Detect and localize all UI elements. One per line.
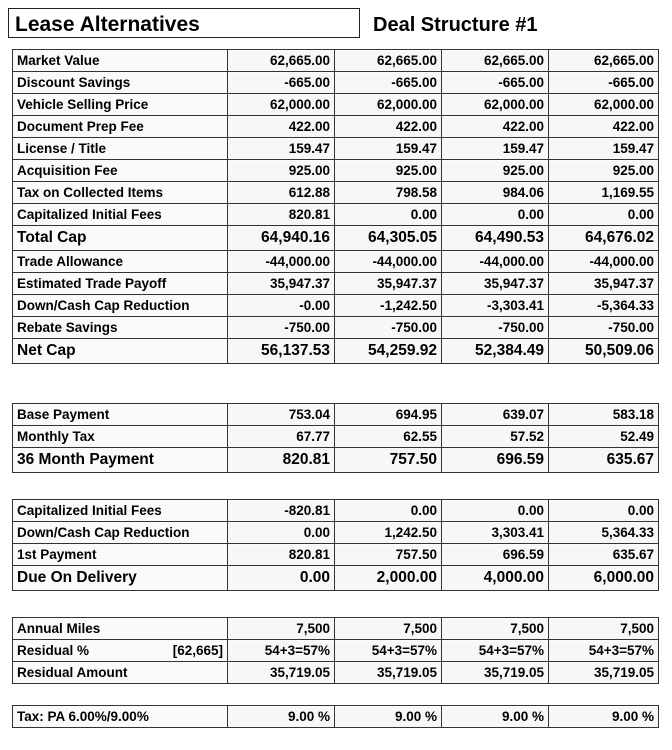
row-label-extra: [62,665] xyxy=(172,643,223,658)
row-label: 1st Payment xyxy=(13,544,228,566)
value-cell-col-2: 2,000.00 xyxy=(335,566,442,591)
row-label: Residual Amount xyxy=(13,662,228,684)
row-label xyxy=(13,640,228,662)
value-cell-col-3: 696.59 xyxy=(442,544,549,566)
value-cell-col-1: 67.77 xyxy=(228,426,335,448)
value-cell-col-1: 64,940.16 xyxy=(228,226,335,251)
value-cell-col-3: 0.00 xyxy=(442,500,549,522)
row-label: Down/Cash Cap Reduction xyxy=(13,295,228,317)
value-cell-col-2: 9.00 % xyxy=(335,706,442,728)
value-cell-col-3: 639.07 xyxy=(442,404,549,426)
value-cell-col-2: 62,665.00 xyxy=(335,50,442,72)
row-label: Down/Cash Cap Reduction xyxy=(13,522,228,544)
section-table-2 xyxy=(12,403,659,473)
value-cell-col-4: 50,509.06 xyxy=(549,339,659,364)
value-cell-col-2: 925.00 xyxy=(335,160,442,182)
row-label: Net Cap xyxy=(13,339,228,364)
value-cell-col-3: 3,303.41 xyxy=(442,522,549,544)
value-cell-col-4: -665.00 xyxy=(549,72,659,94)
value-cell-col-3: -44,000.00 xyxy=(442,251,549,273)
section-table-4 xyxy=(12,617,659,684)
value-cell-col-3: -750.00 xyxy=(442,317,549,339)
row-label: Document Prep Fee xyxy=(13,116,228,138)
table-row xyxy=(13,448,659,473)
value-cell-col-1: 35,947.37 xyxy=(228,273,335,295)
row-label: Discount Savings xyxy=(13,72,228,94)
table-row xyxy=(13,426,659,448)
value-cell-col-1: 753.04 xyxy=(228,404,335,426)
value-cell-col-2: 757.50 xyxy=(335,544,442,566)
table-row xyxy=(13,640,659,662)
value-cell-col-2: 1,242.50 xyxy=(335,522,442,544)
value-cell-col-1: 0.00 xyxy=(228,522,335,544)
value-cell-col-1: -750.00 xyxy=(228,317,335,339)
value-cell-col-4: 635.67 xyxy=(549,448,659,473)
value-cell-col-2: -1,242.50 xyxy=(335,295,442,317)
value-cell-col-1: 35,719.05 xyxy=(228,662,335,684)
table-row xyxy=(13,160,659,182)
value-cell-col-2: 757.50 xyxy=(335,448,442,473)
value-cell-col-2: 0.00 xyxy=(335,204,442,226)
row-label: Acquisition Fee xyxy=(13,160,228,182)
value-cell-col-2: 64,305.05 xyxy=(335,226,442,251)
value-cell-col-4: 35,947.37 xyxy=(549,273,659,295)
value-cell-col-3: -665.00 xyxy=(442,72,549,94)
value-cell-col-1: 56,137.53 xyxy=(228,339,335,364)
table-row xyxy=(13,618,659,640)
value-cell-col-4: 925.00 xyxy=(549,160,659,182)
value-cell-col-2: 159.47 xyxy=(335,138,442,160)
value-cell-col-1: 62,665.00 xyxy=(228,50,335,72)
section-table-3 xyxy=(12,499,659,591)
table-row xyxy=(13,116,659,138)
row-label: Tax: PA 6.00%/9.00% xyxy=(13,706,228,728)
table-row xyxy=(13,182,659,204)
row-label: Trade Allowance xyxy=(13,251,228,273)
value-cell-col-1: 820.81 xyxy=(228,544,335,566)
row-label: Total Cap xyxy=(13,226,228,251)
value-cell-col-2: 694.95 xyxy=(335,404,442,426)
value-cell-col-2: 62,000.00 xyxy=(335,94,442,116)
table-row xyxy=(13,662,659,684)
value-cell-col-4: 0.00 xyxy=(549,500,659,522)
value-cell-col-3: 7,500 xyxy=(442,618,549,640)
table-row xyxy=(13,204,659,226)
value-cell-col-4: 0.00 xyxy=(549,204,659,226)
row-label: Tax on Collected Items xyxy=(13,182,228,204)
table-row xyxy=(13,72,659,94)
value-cell-col-2: 62.55 xyxy=(335,426,442,448)
value-cell-col-4: 54+3=57% xyxy=(549,640,659,662)
value-cell-col-1: 820.81 xyxy=(228,448,335,473)
value-cell-col-3: -3,303.41 xyxy=(442,295,549,317)
value-cell-col-2: 35,947.37 xyxy=(335,273,442,295)
value-cell-col-4: 52.49 xyxy=(549,426,659,448)
value-cell-col-1: 422.00 xyxy=(228,116,335,138)
value-cell-col-1: 62,000.00 xyxy=(228,94,335,116)
table-row xyxy=(13,50,659,72)
value-cell-col-3: 9.00 % xyxy=(442,706,549,728)
value-cell-col-1: -44,000.00 xyxy=(228,251,335,273)
value-cell-col-4: 6,000.00 xyxy=(549,566,659,591)
table-row xyxy=(13,295,659,317)
value-cell-col-1: 159.47 xyxy=(228,138,335,160)
row-label: Market Value xyxy=(13,50,228,72)
row-label: Capitalized Initial Fees xyxy=(13,500,228,522)
value-cell-col-3: 64,490.53 xyxy=(442,226,549,251)
row-label: 36 Month Payment xyxy=(13,448,228,473)
table-row xyxy=(13,566,659,591)
table-row xyxy=(13,94,659,116)
value-cell-col-3: 4,000.00 xyxy=(442,566,549,591)
deal-structure-title: Deal Structure #1 xyxy=(373,14,538,36)
value-cell-col-3: 422.00 xyxy=(442,116,549,138)
value-cell-col-3: 984.06 xyxy=(442,182,549,204)
row-label: Monthly Tax xyxy=(13,426,228,448)
value-cell-col-1: 820.81 xyxy=(228,204,335,226)
table-row xyxy=(13,138,659,160)
value-cell-col-4: 7,500 xyxy=(549,618,659,640)
value-cell-col-1: 9.00 % xyxy=(228,706,335,728)
row-label-text: Residual % xyxy=(17,643,90,658)
value-cell-col-4: 62,000.00 xyxy=(549,94,659,116)
page-title: Lease Alternatives xyxy=(15,13,200,36)
table-row xyxy=(13,522,659,544)
row-label: Base Payment xyxy=(13,404,228,426)
row-label: Vehicle Selling Price xyxy=(13,94,228,116)
value-cell-col-1: 54+3=57% xyxy=(228,640,335,662)
value-cell-col-4: 635.67 xyxy=(549,544,659,566)
value-cell-col-1: 612.88 xyxy=(228,182,335,204)
value-cell-col-2: -665.00 xyxy=(335,72,442,94)
table-row xyxy=(13,226,659,251)
section-table-5 xyxy=(12,705,659,728)
value-cell-col-4: -750.00 xyxy=(549,317,659,339)
value-cell-col-4: 62,665.00 xyxy=(549,50,659,72)
table-row xyxy=(13,317,659,339)
value-cell-col-4: 9.00 % xyxy=(549,706,659,728)
value-cell-col-2: 0.00 xyxy=(335,500,442,522)
value-cell-col-2: 7,500 xyxy=(335,618,442,640)
value-cell-col-4: -5,364.33 xyxy=(549,295,659,317)
value-cell-col-4: 64,676.02 xyxy=(549,226,659,251)
value-cell-col-2: 54+3=57% xyxy=(335,640,442,662)
table-row xyxy=(13,251,659,273)
value-cell-col-4: 422.00 xyxy=(549,116,659,138)
value-cell-col-1: -0.00 xyxy=(228,295,335,317)
value-cell-col-4: 35,719.05 xyxy=(549,662,659,684)
section-table-1 xyxy=(12,49,659,364)
value-cell-col-3: 35,719.05 xyxy=(442,662,549,684)
row-label: Estimated Trade Payoff xyxy=(13,273,228,295)
table-row xyxy=(13,273,659,295)
value-cell-col-2: 54,259.92 xyxy=(335,339,442,364)
header-box xyxy=(8,8,360,38)
row-label: Rebate Savings xyxy=(13,317,228,339)
value-cell-col-1: -665.00 xyxy=(228,72,335,94)
value-cell-col-3: 925.00 xyxy=(442,160,549,182)
value-cell-col-3: 62,665.00 xyxy=(442,50,549,72)
table-row xyxy=(13,339,659,364)
value-cell-col-2: 798.58 xyxy=(335,182,442,204)
row-label: Capitalized Initial Fees xyxy=(13,204,228,226)
value-cell-col-4: 5,364.33 xyxy=(549,522,659,544)
value-cell-col-3: 54+3=57% xyxy=(442,640,549,662)
value-cell-col-2: 35,719.05 xyxy=(335,662,442,684)
value-cell-col-3: 35,947.37 xyxy=(442,273,549,295)
value-cell-col-4: 159.47 xyxy=(549,138,659,160)
value-cell-col-2: 422.00 xyxy=(335,116,442,138)
value-cell-col-1: 0.00 xyxy=(228,566,335,591)
table-row xyxy=(13,404,659,426)
value-cell-col-3: 62,000.00 xyxy=(442,94,549,116)
row-label: Annual Miles xyxy=(13,618,228,640)
table-row xyxy=(13,544,659,566)
table-row xyxy=(13,500,659,522)
value-cell-col-1: 7,500 xyxy=(228,618,335,640)
value-cell-col-4: 583.18 xyxy=(549,404,659,426)
value-cell-col-3: 52,384.49 xyxy=(442,339,549,364)
value-cell-col-4: -44,000.00 xyxy=(549,251,659,273)
value-cell-col-3: 696.59 xyxy=(442,448,549,473)
value-cell-col-3: 159.47 xyxy=(442,138,549,160)
value-cell-col-3: 0.00 xyxy=(442,204,549,226)
value-cell-col-2: -750.00 xyxy=(335,317,442,339)
value-cell-col-1: 925.00 xyxy=(228,160,335,182)
row-label: License / Title xyxy=(13,138,228,160)
value-cell-col-1: -820.81 xyxy=(228,500,335,522)
value-cell-col-4: 1,169.55 xyxy=(549,182,659,204)
table-row xyxy=(13,706,659,728)
value-cell-col-3: 57.52 xyxy=(442,426,549,448)
row-label: Due On Delivery xyxy=(13,566,228,591)
value-cell-col-2: -44,000.00 xyxy=(335,251,442,273)
